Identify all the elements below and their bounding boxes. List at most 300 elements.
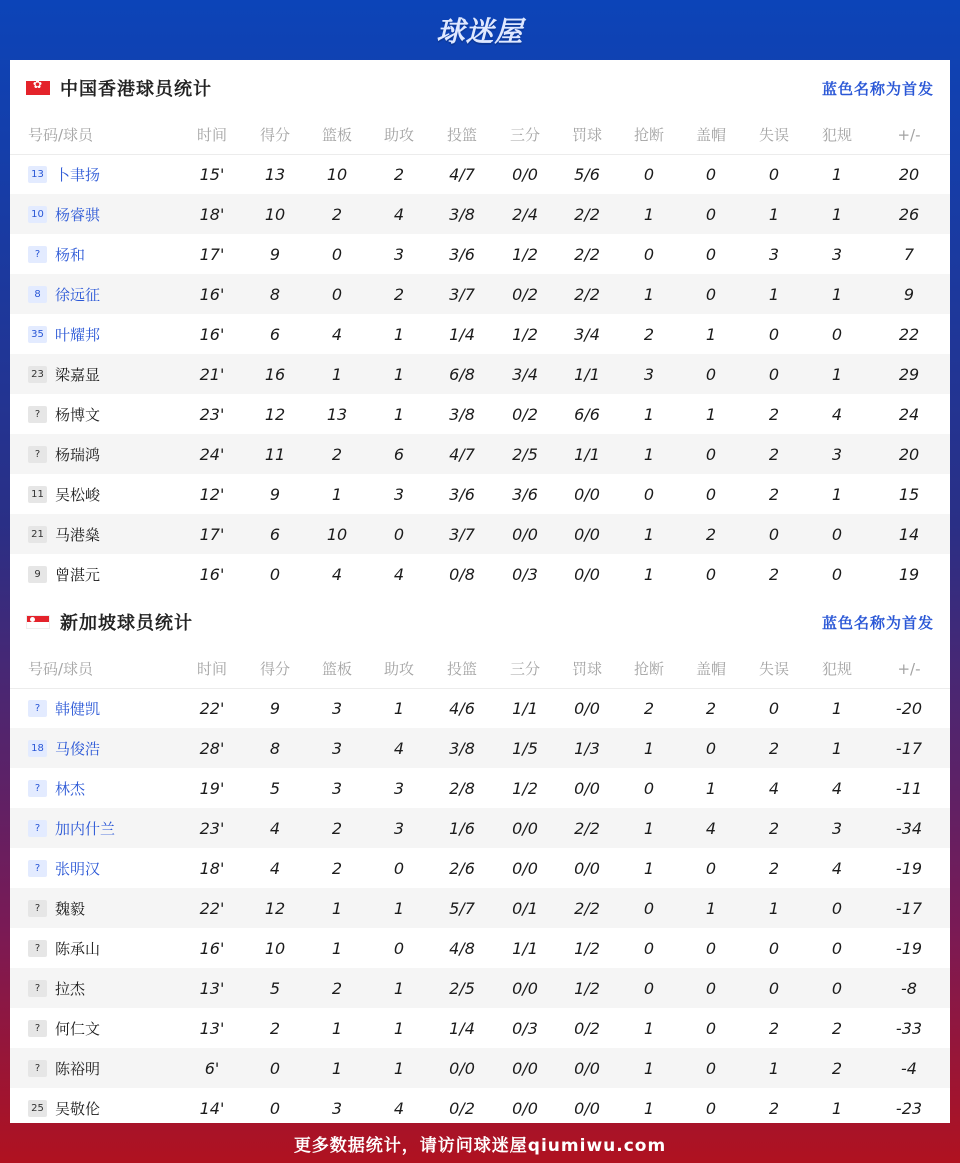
stat-cell: 2: [393, 164, 405, 184]
stat-cell: 0: [306, 274, 368, 314]
player-cell[interactable]: [10, 474, 180, 514]
stat-cell: 17': [199, 244, 225, 264]
stat-cell: 0: [806, 888, 868, 928]
jersey-number-badge: ?: [28, 980, 47, 997]
stat-cell: 1: [306, 1048, 368, 1088]
stat-cell: 2/2: [574, 244, 600, 264]
stat-cell: 0: [643, 778, 655, 798]
table-row[interactable]: [10, 928, 950, 968]
stat-cell: 2: [742, 808, 806, 848]
player-name-link[interactable]: 陈裕明: [55, 1059, 101, 1078]
player-name-link[interactable]: 加内什兰: [55, 819, 116, 838]
stat-cell: 1: [831, 698, 843, 718]
stat-cell: 0: [806, 968, 868, 1008]
stats-table: [10, 650, 950, 1128]
stat-cell: 16': [199, 324, 225, 344]
player-cell[interactable]: [10, 314, 180, 354]
player-cell[interactable]: [10, 514, 180, 554]
stat-cell: 10: [326, 164, 348, 184]
stat-cell: 3: [331, 698, 343, 718]
stat-cell: 4: [269, 858, 281, 878]
stat-cell: 2: [742, 434, 806, 474]
player-name-link[interactable]: 陈承山: [55, 939, 101, 958]
stat-cell: 0/0: [556, 514, 618, 554]
stat-cell: 1: [742, 194, 806, 234]
column-header: 犯规: [806, 650, 868, 688]
stat-cell: 20: [868, 434, 950, 474]
player-cell[interactable]: [10, 354, 180, 394]
stat-cell: 19: [898, 564, 920, 584]
stat-cell: 0: [680, 194, 742, 234]
player-cell[interactable]: [10, 554, 180, 594]
stat-cell: 1: [618, 728, 680, 768]
stat-cell: 3: [306, 728, 368, 768]
stat-cell: 4: [680, 808, 742, 848]
player-name-link[interactable]: 杨和: [55, 245, 86, 264]
stat-cell: 1/4: [449, 1018, 475, 1038]
stat-cell: 3: [806, 434, 868, 474]
column-header: 篮板: [306, 650, 368, 688]
player-cell[interactable]: [10, 808, 180, 848]
stat-cell: 3: [831, 244, 843, 264]
stat-cell: 3/4: [494, 354, 556, 394]
stat-cell: 4/7: [449, 164, 475, 184]
stat-cell: 11: [244, 434, 306, 474]
stat-cell: 3: [331, 778, 343, 798]
stat-cell: 13: [326, 404, 348, 424]
column-header: +/-: [868, 650, 950, 688]
table-row[interactable]: [10, 888, 950, 928]
stat-cell: 1/2: [574, 938, 600, 958]
table-row[interactable]: [10, 474, 950, 514]
stat-cell: 1: [806, 728, 868, 768]
stat-cell: 4: [393, 1098, 405, 1118]
stat-cell: 2: [705, 698, 717, 718]
stat-cell: 1: [618, 434, 680, 474]
table-row[interactable]: [10, 554, 950, 594]
stat-cell: 3/6: [512, 484, 538, 504]
stat-cell: 4: [368, 194, 430, 234]
stat-cell: 9: [868, 274, 950, 314]
player-cell[interactable]: [10, 1048, 180, 1088]
stat-cell: 1: [393, 404, 405, 424]
stat-cell: 3/8: [430, 728, 494, 768]
stat-cell: 1: [393, 1018, 405, 1038]
stat-cell: 0: [768, 324, 780, 344]
stat-cell: 6: [269, 324, 281, 344]
stat-cell: 1/4: [449, 324, 475, 344]
stat-cell: 0/0: [512, 858, 538, 878]
stat-cell: 4: [831, 778, 843, 798]
stat-cell: 10: [306, 514, 368, 554]
team-sections: [10, 60, 950, 1128]
table-row[interactable]: [10, 1008, 950, 1048]
stat-cell: 1: [643, 404, 655, 424]
stat-cell: 0/0: [494, 968, 556, 1008]
stat-cell: 1: [643, 1018, 655, 1038]
stat-cell: 0: [680, 434, 742, 474]
stat-cell: 22': [199, 698, 225, 718]
jersey-number-badge: 18: [28, 740, 47, 757]
stat-cell: 16': [180, 274, 244, 314]
stat-cell: 2/2: [556, 194, 618, 234]
stat-cell: 1: [331, 938, 343, 958]
jersey-number-badge: ?: [28, 246, 47, 263]
stat-cell: -20: [895, 698, 923, 718]
stat-cell: 0: [618, 888, 680, 928]
stat-cell: 2/6: [449, 858, 475, 878]
table-row[interactable]: [10, 1048, 950, 1088]
table-row[interactable]: [10, 314, 950, 354]
jersey-number-badge: ?: [28, 780, 47, 797]
stat-cell: 0: [643, 938, 655, 958]
stat-cell: 7: [903, 244, 915, 264]
stat-cell: 4/6: [449, 698, 475, 718]
table-row[interactable]: [10, 808, 950, 848]
stat-cell: 4: [831, 858, 843, 878]
stat-cell: 0: [643, 244, 655, 264]
stat-cell: 2: [306, 194, 368, 234]
player-name-link[interactable]: 魏毅: [55, 899, 86, 918]
stat-cell: 15: [898, 484, 920, 504]
player-cell[interactable]: [10, 768, 180, 808]
stat-cell: 8: [244, 728, 306, 768]
stat-cell: 0/0: [574, 698, 600, 718]
stat-cell: 9: [269, 244, 281, 264]
stat-cell: 6/8: [430, 354, 494, 394]
stat-cell: 28': [180, 728, 244, 768]
stat-cell: 1: [393, 698, 405, 718]
jersey-number-badge: 13: [28, 166, 47, 183]
stat-cell: -19: [895, 858, 923, 878]
stat-cell: 16': [199, 938, 225, 958]
stat-cell: 2: [768, 484, 780, 504]
stat-cell: 0: [705, 164, 717, 184]
stat-cell: 6': [180, 1048, 244, 1088]
top-bar: [0, 0, 960, 60]
stat-cell: 1: [705, 778, 717, 798]
stat-cell: 0/0: [574, 484, 600, 504]
stat-cell: 0: [768, 164, 780, 184]
stat-cell: 1/2: [512, 324, 538, 344]
stat-cell: 6: [244, 514, 306, 554]
stat-cell: 0: [643, 484, 655, 504]
stat-cell: 1: [306, 354, 368, 394]
stat-cell: 0/2: [449, 1098, 475, 1118]
stat-cell: -34: [868, 808, 950, 848]
table-row[interactable]: [10, 968, 950, 1008]
column-header: 失误: [742, 650, 806, 688]
player-name-link[interactable]: 马港燊: [55, 525, 101, 544]
stat-cell: -23: [895, 1098, 923, 1118]
stat-cell: -33: [895, 1018, 923, 1038]
stat-cell: 22: [898, 324, 920, 344]
stat-cell: 0: [742, 968, 806, 1008]
stat-cell: 0: [742, 354, 806, 394]
stat-cell: 0/0: [574, 1098, 600, 1118]
stat-cell: 3: [393, 778, 405, 798]
stat-cell: 0: [705, 564, 717, 584]
stat-cell: 5/7: [430, 888, 494, 928]
stat-cell: 2: [306, 434, 368, 474]
section-header: [10, 60, 950, 116]
column-header: 助攻: [368, 116, 430, 154]
stat-cell: 17': [180, 514, 244, 554]
stat-cell: 1: [831, 164, 843, 184]
stat-cell: 0: [705, 1098, 717, 1118]
stats-card: [10, 60, 950, 1123]
column-header: 号码/球员: [10, 116, 180, 154]
stat-cell: 0: [806, 514, 868, 554]
stat-cell: 2/2: [556, 808, 618, 848]
jersey-number-badge: 25: [28, 1100, 47, 1117]
stat-cell: 2: [306, 968, 368, 1008]
table-row[interactable]: [10, 154, 950, 194]
stat-cell: 3: [393, 244, 405, 264]
table-row[interactable]: [10, 394, 950, 434]
stat-cell: 18': [180, 194, 244, 234]
stat-cell: 1: [331, 484, 343, 504]
stat-cell: 1: [742, 274, 806, 314]
player-name-link[interactable]: 卜聿扬: [55, 165, 101, 184]
player-name-link[interactable]: 叶耀邦: [55, 325, 101, 344]
stat-cell: 6: [368, 434, 430, 474]
stat-cell: 1/1: [556, 354, 618, 394]
stat-cell: 2: [768, 564, 780, 584]
column-header: 助攻: [368, 650, 430, 688]
section-title: [26, 609, 193, 635]
jersey-number-badge: ?: [28, 406, 47, 423]
stat-cell: 2: [742, 728, 806, 768]
stat-cell: 1: [618, 194, 680, 234]
player-cell[interactable]: [10, 154, 180, 194]
stat-cell: 15': [199, 164, 225, 184]
jersey-number-badge: 35: [28, 326, 47, 343]
column-header: 盖帽: [680, 650, 742, 688]
table-row[interactable]: [10, 728, 950, 768]
stat-cell: 2/2: [556, 888, 618, 928]
stat-cell: 8: [244, 274, 306, 314]
stat-cell: 13: [264, 164, 286, 184]
stat-cell: 4: [331, 564, 343, 584]
jersey-number-badge: ?: [28, 860, 47, 877]
stat-cell: -4: [868, 1048, 950, 1088]
stat-cell: 18': [199, 858, 225, 878]
stat-cell: 0: [368, 514, 430, 554]
jersey-number-badge: ?: [28, 940, 47, 957]
table-row[interactable]: [10, 354, 950, 394]
stat-cell: 1: [806, 274, 868, 314]
table-header-row: [10, 116, 950, 154]
stat-cell: 4: [244, 808, 306, 848]
stat-cell: 3: [768, 244, 780, 264]
stat-cell: 19': [199, 778, 225, 798]
section-title: [26, 75, 212, 101]
column-header: 抢断: [618, 116, 680, 154]
stat-cell: 1: [831, 484, 843, 504]
column-header: 三分: [494, 116, 556, 154]
stat-cell: 0/0: [494, 1048, 556, 1088]
stat-cell: 12': [199, 484, 225, 504]
column-header: 三分: [494, 650, 556, 688]
stat-cell: 1: [368, 888, 430, 928]
player-cell[interactable]: [10, 434, 180, 474]
stat-cell: 24: [898, 404, 920, 424]
stat-cell: 21': [180, 354, 244, 394]
stat-cell: 2: [331, 858, 343, 878]
stat-cell: 5/6: [574, 164, 600, 184]
section-title-text: 新加坡球员统计: [60, 613, 193, 634]
column-header: 罚球: [556, 116, 618, 154]
jersey-number-badge: 23: [28, 366, 47, 383]
stat-cell: 3/4: [574, 324, 600, 344]
column-header: 罚球: [556, 650, 618, 688]
stat-cell: 0: [393, 858, 405, 878]
player-name-link[interactable]: 拉杰: [55, 979, 86, 998]
footer-banner[interactable]: 更多数据统计，请访问球迷屋qiumiwu.com: [293, 1135, 667, 1156]
column-header: +/-: [868, 116, 950, 154]
jersey-number-badge: 21: [28, 526, 47, 543]
table-row[interactable]: [10, 514, 950, 554]
player-name-link[interactable]: 杨瑞鸿: [55, 445, 101, 464]
stat-cell: 29: [868, 354, 950, 394]
stat-cell: 2: [768, 1018, 780, 1038]
player-name-link[interactable]: 杨睿骐: [55, 205, 101, 224]
stat-cell: 1: [806, 194, 868, 234]
jersey-number-badge: 11: [28, 486, 47, 503]
stat-cell: 16: [244, 354, 306, 394]
player-cell[interactable]: [10, 274, 180, 314]
player-name-link[interactable]: 吴松峻: [55, 485, 101, 504]
stat-cell: 0: [705, 244, 717, 264]
stat-cell: 1: [331, 1018, 343, 1038]
stat-cell: 2: [368, 274, 430, 314]
stat-cell: 0: [831, 564, 843, 584]
stat-cell: 2: [768, 404, 780, 424]
stat-cell: 0: [269, 1098, 281, 1118]
stat-cell: 10: [244, 194, 306, 234]
stat-cell: 4/7: [430, 434, 494, 474]
stat-cell: 1: [831, 1098, 843, 1118]
stat-cell: 1/1: [556, 434, 618, 474]
stat-cell: 1: [680, 888, 742, 928]
column-header: 失误: [742, 116, 806, 154]
starter-legend: 蓝色名称为首发: [821, 79, 934, 98]
stat-cell: 3/6: [449, 244, 475, 264]
player-cell[interactable]: [10, 928, 180, 968]
stat-cell: 0: [705, 484, 717, 504]
player-cell[interactable]: [10, 728, 180, 768]
stat-cell: 0: [680, 1048, 742, 1088]
table-row[interactable]: [10, 688, 950, 728]
table-header-row: [10, 650, 950, 688]
stat-cell: 3: [331, 1098, 343, 1118]
stat-cell: 2: [768, 858, 780, 878]
stat-cell: 0: [831, 938, 843, 958]
stat-cell: 13': [199, 1018, 225, 1038]
player-cell[interactable]: [10, 888, 180, 928]
player-name-link[interactable]: 马俊浩: [55, 739, 101, 758]
player-name-link[interactable]: 吴敬伦: [55, 1099, 101, 1118]
stat-cell: 0/0: [556, 1048, 618, 1088]
stat-cell: 2: [643, 324, 655, 344]
stat-cell: -17: [868, 728, 950, 768]
player-name-link[interactable]: 杨博文: [55, 405, 101, 424]
column-header: 时间: [180, 650, 244, 688]
stat-cell: 3/7: [430, 514, 494, 554]
stat-cell: 3/7: [430, 274, 494, 314]
player-name-link[interactable]: 梁嘉显: [55, 365, 101, 384]
table-row[interactable]: [10, 274, 950, 314]
column-header: 号码/球员: [10, 650, 180, 688]
column-header: 得分: [244, 650, 306, 688]
player-cell[interactable]: [10, 1008, 180, 1048]
stat-cell: 1: [618, 808, 680, 848]
player-cell[interactable]: [10, 1088, 180, 1128]
column-header: 盖帽: [680, 116, 742, 154]
stat-cell: 4: [331, 324, 343, 344]
stat-cell: 0: [680, 274, 742, 314]
stat-cell: 0: [705, 858, 717, 878]
stat-cell: 16': [199, 564, 225, 584]
stat-cell: 2/5: [430, 968, 494, 1008]
player-name-link[interactable]: 韩健凯: [55, 699, 101, 718]
player-name-link[interactable]: 曾湛元: [55, 565, 101, 584]
stat-cell: 2/5: [494, 434, 556, 474]
stat-cell: 0/1: [494, 888, 556, 928]
table-row[interactable]: [10, 234, 950, 274]
player-cell[interactable]: [10, 234, 180, 274]
stat-cell: 4: [831, 404, 843, 424]
player-name-link[interactable]: 张明汉: [55, 859, 101, 878]
stat-cell: 1: [705, 324, 717, 344]
team-section-hk: [10, 60, 950, 594]
hk-flag-icon: [26, 81, 50, 95]
stat-cell: 1: [742, 1048, 806, 1088]
stat-cell: 0: [269, 564, 281, 584]
table-row[interactable]: [10, 768, 950, 808]
player-cell[interactable]: [10, 968, 180, 1008]
table-row[interactable]: [10, 1088, 950, 1128]
stat-cell: 1: [643, 1098, 655, 1118]
player-cell[interactable]: [10, 394, 180, 434]
player-cell[interactable]: [10, 848, 180, 888]
table-row[interactable]: [10, 434, 950, 474]
stat-cell: 2/4: [494, 194, 556, 234]
stat-cell: 3/8: [449, 404, 475, 424]
stat-cell: 0/8: [449, 564, 475, 584]
player-name-link[interactable]: 林杰: [55, 779, 86, 798]
player-cell[interactable]: [10, 194, 180, 234]
column-header: 投篮: [430, 116, 494, 154]
table-row[interactable]: [10, 848, 950, 888]
jersey-number-badge: 8: [28, 286, 47, 303]
stat-cell: 1: [368, 354, 430, 394]
stat-cell: 12: [264, 404, 286, 424]
table-row[interactable]: [10, 194, 950, 234]
stat-cell: 2: [306, 808, 368, 848]
stat-cell: 20: [898, 164, 920, 184]
player-name-link[interactable]: 何仁文: [55, 1019, 101, 1038]
stat-cell: 0: [831, 324, 843, 344]
player-cell[interactable]: [10, 688, 180, 728]
stat-cell: 0: [393, 938, 405, 958]
stat-cell: 22': [180, 888, 244, 928]
player-name-link[interactable]: 徐远征: [55, 285, 101, 304]
stat-cell: 9: [269, 698, 281, 718]
stat-cell: 1: [643, 564, 655, 584]
column-header: 篮板: [306, 116, 368, 154]
